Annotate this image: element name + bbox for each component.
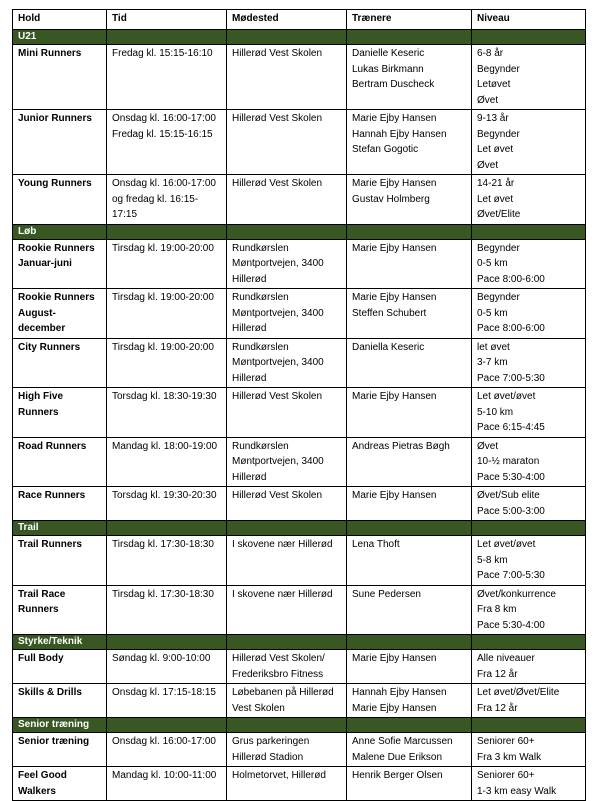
trainer-name: Anne Sofie Marcussen	[352, 736, 453, 747]
section-filler	[107, 718, 227, 733]
niveau-line: Øvet	[477, 94, 499, 106]
niveau-line: 14-21 år	[477, 178, 515, 189]
cell-tid: Torsdag kl. 19:30-20:30	[107, 487, 227, 521]
niveau-line: Pace 8:00-6:00	[477, 273, 545, 285]
section-filler	[107, 224, 227, 239]
cell-hold: Senior træning	[13, 733, 107, 767]
cell-niveau	[472, 289, 586, 339]
section-filler	[347, 521, 472, 536]
cell-traenere	[347, 536, 472, 586]
table-row	[13, 684, 586, 718]
cell-tid: Onsdag kl. 17:15-18:15	[107, 684, 227, 718]
trainer-name: Bertram Duscheck	[352, 79, 435, 90]
cell-niveau	[472, 585, 586, 635]
cell-tid: Tirsdag kl. 19:00-20:00	[107, 338, 227, 388]
cell-tid: Torsdag kl. 18:30-19:30	[107, 388, 227, 438]
niveau-line: Seniorer 60+	[477, 770, 535, 781]
trainer-name: Marie Ejby Hansen	[352, 178, 437, 189]
cell-niveau	[472, 437, 586, 487]
niveau-line: 5-10 km	[477, 406, 514, 418]
niveau-line: Begynder	[477, 63, 520, 75]
header-tid: Tid	[107, 10, 227, 30]
trainer-name: Marie Ejby Hansen	[352, 113, 437, 124]
cell-traenere	[347, 437, 472, 487]
niveau-line: Begynder	[477, 128, 520, 140]
section-title: Trail	[13, 521, 107, 536]
trainer-name: Stefan Gogotic	[352, 144, 419, 155]
cell-modested: Hillerød Vest Skolen	[227, 175, 347, 225]
cell-modested: Hillerød Vest Skolen/ Frederiksbro Fitness	[227, 650, 347, 684]
trainer-name: Marie Ejby Hansen	[352, 702, 437, 714]
table-row	[13, 585, 586, 635]
cell-niveau	[472, 767, 586, 801]
cell-tid: Tirsdag kl. 17:30-18:30	[107, 585, 227, 635]
niveau-line: Begynder	[477, 292, 520, 303]
cell-modested: I skovene nær Hillerød	[227, 536, 347, 586]
header-traenere: Trænere	[347, 10, 472, 30]
header-hold: Hold	[13, 10, 107, 30]
table-row	[13, 388, 586, 438]
cell-modested: Rundkørslen Møntportvejen, 3400 Hillerød	[227, 338, 347, 388]
niveau-line: 10-½ maraton	[477, 456, 540, 467]
cell-tid: Onsdag kl. 16:00-17:00	[107, 733, 227, 767]
niveau-line: Letøvet	[477, 79, 511, 90]
trainer-name: Marie Ejby Hansen	[352, 490, 437, 501]
niveau-line: 6-8 år	[477, 48, 504, 59]
cell-niveau	[472, 388, 586, 438]
niveau-line: Let øvet/øvet	[477, 539, 536, 550]
trainer-name: Marie Ejby Hansen	[352, 292, 437, 303]
trainer-name: Lukas Birkmann	[352, 63, 424, 75]
niveau-line: Let øvet/øvet	[477, 391, 536, 402]
section-row	[13, 224, 586, 239]
cell-tid: Onsdag kl. 16:00-17:00 og fredag kl. 16:15-17:15	[107, 175, 227, 225]
niveau-line: Øvet	[477, 440, 499, 452]
section-filler	[227, 30, 347, 45]
cell-hold: Trail Runners	[13, 536, 107, 586]
cell-modested: Løbebanen på Hillerød Vest Skolen	[227, 684, 347, 718]
cell-modested: Rundkørslen Møntportvejen, 3400 Hillerød	[227, 239, 347, 289]
cell-modested: I skovene nær Hillerød	[227, 585, 347, 635]
cell-traenere	[347, 487, 472, 521]
cell-modested: Hillerød Vest Skolen	[227, 110, 347, 175]
trainer-name: Daniella Keseric	[352, 341, 425, 353]
trainer-name: Henrik Berger Olsen	[352, 770, 443, 781]
header-row	[13, 10, 586, 30]
cell-traenere	[347, 239, 472, 289]
trainer-name: Lena Thoft	[352, 539, 400, 550]
section-filler	[107, 521, 227, 536]
cell-niveau	[472, 733, 586, 767]
niveau-line: 0-5 km	[477, 307, 508, 319]
niveau-line: Øvet/konkurrence	[477, 588, 556, 600]
trainer-name: Hannah Ejby Hansen	[352, 128, 447, 140]
niveau-line: 3-7 km	[477, 357, 508, 368]
header-modested: Mødested	[227, 10, 347, 30]
niveau-line: 0-5 km	[477, 258, 508, 269]
niveau-line: Alle niveauer	[477, 653, 535, 664]
cell-tid: Tirsdag kl. 19:00-20:00	[107, 289, 227, 339]
cell-niveau	[472, 536, 586, 586]
table-row	[13, 110, 586, 175]
table-row	[13, 45, 586, 110]
section-row	[13, 30, 586, 45]
cell-niveau	[472, 175, 586, 225]
cell-niveau	[472, 487, 586, 521]
niveau-line: Pace 8:00-6:00	[477, 323, 545, 334]
table-row	[13, 650, 586, 684]
section-filler	[472, 30, 586, 45]
schedule-table	[12, 9, 586, 801]
table-row	[13, 767, 586, 801]
cell-traenere	[347, 175, 472, 225]
cell-modested: Hillerød Vest Skolen	[227, 487, 347, 521]
niveau-line: Fra 12 år	[477, 702, 518, 714]
trainer-name: Steffen Schubert	[352, 307, 427, 319]
cell-hold: Full Body	[13, 650, 107, 684]
cell-hold: Skills & Drills	[13, 684, 107, 718]
niveau-line: Øvet/Elite	[477, 209, 521, 220]
section-filler	[472, 718, 586, 733]
section-filler	[472, 635, 586, 650]
section-filler	[347, 224, 472, 239]
section-filler	[107, 30, 227, 45]
section-filler	[227, 521, 347, 536]
section-row	[13, 718, 586, 733]
trainer-name: Marie Ejby Hansen	[352, 242, 437, 254]
table-row	[13, 175, 586, 225]
cell-tid: Søndag kl. 9:00-10:00	[107, 650, 227, 684]
niveau-line: Pace 5:30-4:00	[477, 619, 545, 631]
niveau-line: Let øvet	[477, 144, 514, 155]
niveau-line: Pace 5:00-3:00	[477, 505, 545, 517]
niveau-line: Let øvet	[477, 193, 514, 205]
cell-hold: Feel Good Walkers	[13, 767, 107, 801]
cell-hold: Rookie Runners August-december	[13, 289, 107, 339]
niveau-line: Pace 7:00-5:30	[477, 372, 545, 384]
niveau-line: Fra 12 år	[477, 668, 518, 680]
trainer-name: Andreas Pietras Bøgh	[352, 440, 450, 452]
niveau-line: Begynder	[477, 242, 520, 254]
cell-traenere	[347, 767, 472, 801]
section-filler	[227, 224, 347, 239]
cell-niveau	[472, 650, 586, 684]
cell-niveau	[472, 239, 586, 289]
cell-tid: Tirsdag kl. 19:00-20:00	[107, 239, 227, 289]
table-row	[13, 289, 586, 339]
trainer-name: Sune Pedersen	[352, 588, 421, 600]
cell-hold: Mini Runners	[13, 45, 107, 110]
trainer-name: Danielle Keseric	[352, 48, 425, 59]
cell-traenere	[347, 110, 472, 175]
niveau-line: Øvet	[477, 159, 499, 171]
trainer-name: Hannah Ejby Hansen	[352, 687, 447, 698]
cell-hold: Junior Runners	[13, 110, 107, 175]
cell-traenere	[347, 684, 472, 718]
table-row	[13, 487, 586, 521]
cell-tid: Mandag kl. 10:00-11:00	[107, 767, 227, 801]
section-title: Løb	[13, 224, 107, 239]
section-filler	[472, 224, 586, 239]
niveau-line: Seniorer 60+	[477, 736, 535, 747]
cell-hold: Trail Race Runners	[13, 585, 107, 635]
cell-tid: Mandag kl. 18:00-19:00	[107, 437, 227, 487]
cell-tid: Tirsdag kl. 17:30-18:30	[107, 536, 227, 586]
section-row	[13, 635, 586, 650]
trainer-name: Malene Due Erikson	[352, 751, 443, 763]
section-title: Styrke/Teknik	[13, 635, 107, 650]
table-row	[13, 733, 586, 767]
trainer-name: Gustav Holmberg	[352, 193, 430, 205]
table-row	[13, 536, 586, 586]
niveau-line: Fra 3 km Walk	[477, 751, 542, 763]
cell-hold: High Five Runners	[13, 388, 107, 438]
cell-hold: Race Runners	[13, 487, 107, 521]
cell-hold: Young Runners	[13, 175, 107, 225]
trainer-name: Marie Ejby Hansen	[352, 653, 437, 664]
table-row	[13, 239, 586, 289]
cell-niveau	[472, 45, 586, 110]
niveau-line: Pace 7:00-5:30	[477, 570, 545, 581]
cell-niveau	[472, 110, 586, 175]
cell-modested: Hillerød Vest Skolen	[227, 45, 347, 110]
cell-hold: City Runners	[13, 338, 107, 388]
niveau-line: Øvet/Sub elite	[477, 490, 540, 501]
section-filler	[347, 718, 472, 733]
niveau-line: 9-13 år	[477, 113, 509, 124]
table-body	[13, 30, 586, 801]
cell-traenere	[347, 289, 472, 339]
cell-traenere	[347, 733, 472, 767]
cell-hold: Road Runners	[13, 437, 107, 487]
table-row	[13, 437, 586, 487]
trainer-name: Marie Ejby Hansen	[352, 391, 437, 402]
cell-modested: Rundkørslen Møntportvejen, 3400 Hillerød	[227, 437, 347, 487]
niveau-line: Pace 6:15-4:45	[477, 422, 545, 433]
table-row	[13, 338, 586, 388]
section-filler	[347, 30, 472, 45]
cell-modested: Grus parkeringen Hillerød Stadion	[227, 733, 347, 767]
section-filler	[347, 635, 472, 650]
section-filler	[472, 521, 586, 536]
cell-tid: Fredag kl. 15:15-16:10	[107, 45, 227, 110]
cell-traenere	[347, 338, 472, 388]
section-filler	[227, 718, 347, 733]
cell-modested: Rundkørslen Møntportvejen, 3400 Hillerød	[227, 289, 347, 339]
section-row	[13, 521, 586, 536]
niveau-line: Let øvet/Øvet/Elite	[477, 687, 560, 698]
niveau-line: Pace 5:30-4:00	[477, 471, 545, 483]
cell-niveau	[472, 338, 586, 388]
cell-modested: Holmetorvet, Hillerød	[227, 767, 347, 801]
cell-niveau	[472, 684, 586, 718]
cell-traenere	[347, 45, 472, 110]
section-title: Senior træning	[13, 718, 107, 733]
niveau-line: 5-8 km	[477, 554, 508, 566]
header-niveau: Niveau	[472, 10, 586, 30]
cell-traenere	[347, 650, 472, 684]
cell-hold: Rookie Runners Januar-juni	[13, 239, 107, 289]
cell-tid: Onsdag kl. 16:00-17:00 Fredag kl. 15:15-16:15	[107, 110, 227, 175]
section-title: U21	[13, 30, 107, 45]
niveau-line: 1-3 km easy Walk	[477, 785, 557, 797]
cell-traenere	[347, 388, 472, 438]
cell-modested: Hillerød Vest Skolen	[227, 388, 347, 438]
section-filler	[107, 635, 227, 650]
niveau-line: let øvet	[477, 341, 510, 353]
section-filler	[227, 635, 347, 650]
niveau-line: Fra 8 km	[477, 604, 517, 615]
cell-traenere	[347, 585, 472, 635]
